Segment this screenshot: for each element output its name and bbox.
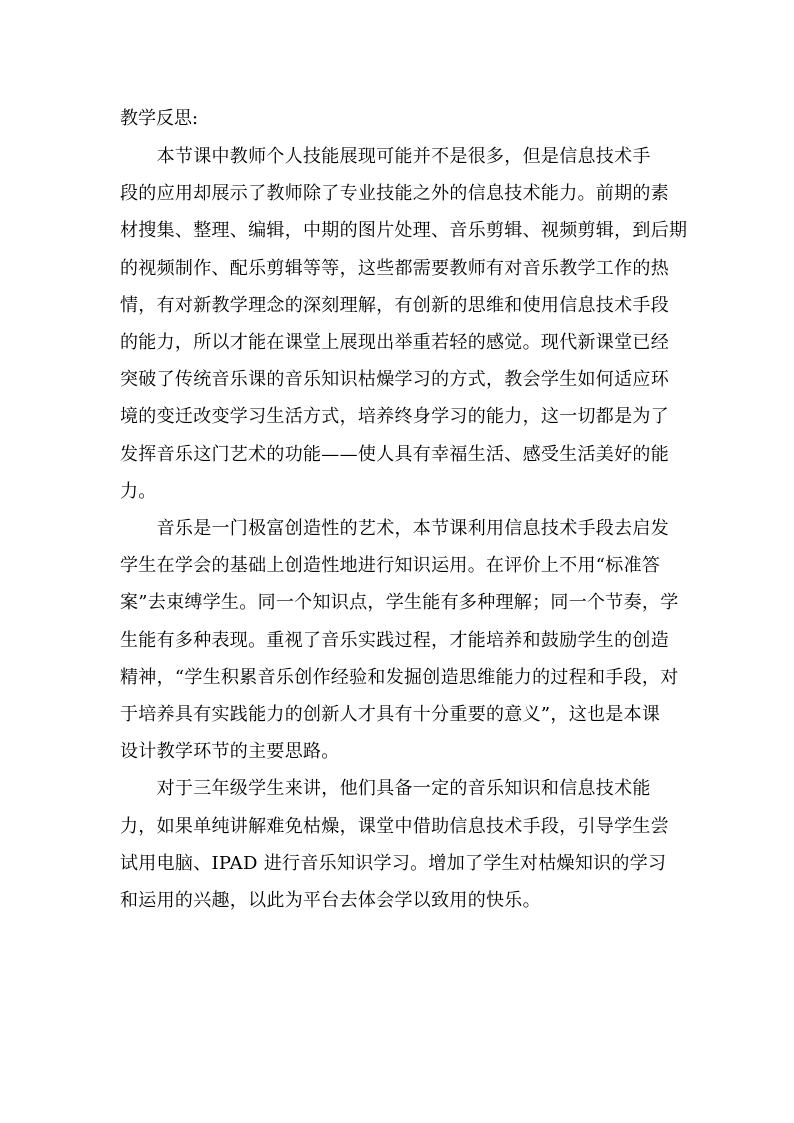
text-line: 生能有多种表现。重视了音乐实践过程，才能培养和鼓励学生的创造	[120, 629, 669, 651]
text-line: 情，有对新教学理念的深刻理解，有创新的思维和使用信息技术手段	[120, 294, 669, 316]
text-line: 力。	[120, 480, 157, 502]
text-line: 设计教学环节的主要思路。	[120, 741, 340, 763]
text-line: 段的应用却展示了教师除了专业技能之外的信息技术能力。前期的素	[120, 183, 669, 205]
text-line: 案”去束缚学生。同一个知识点，学生能有多种理解；同一个节奏，学	[120, 592, 679, 614]
text-line: 力，如果单纯讲解难免枯燥，课堂中借助信息技术手段，引导学生尝	[120, 815, 669, 837]
text-line: 境的变迁改变学习生活方式，培养终身学习的能力，这一切都是为了	[120, 406, 669, 428]
text-line: 对于三年级学生来讲，他们具备一定的音乐知识和信息技术能	[120, 778, 651, 800]
paragraph-3	[120, 770, 676, 919]
section-heading: 教学反思:	[120, 108, 199, 129]
text-line: 发挥音乐这门艺术的功能——使人具有幸福生活、感受生活美好的能	[120, 443, 669, 465]
text-line: 本节课中教师个人技能展现可能并不是很多，但是信息技术手	[120, 146, 651, 167]
text-line: 的能力，所以才能在课堂上展现出举重若轻的感觉。现代新课堂已经	[120, 332, 669, 354]
text-line: 和运用的兴趣，以此为平台去体会学以致用的快乐。	[120, 890, 541, 912]
text-line: 精神，“学生积累音乐创作经验和发掘创造思维能力的过程和手段，对	[120, 666, 679, 688]
text-line: 试用电脑、IPAD 进行音乐知识学习。增加了学生对枯燥知识的学习	[120, 852, 667, 874]
paragraph-1	[120, 138, 688, 510]
text-line: 材搜集、整理、编辑，中期的图片处理、音乐剪辑、视频剪辑，到后期	[120, 220, 688, 242]
text-line: 的视频制作、配乐剪辑等等，这些都需要教师有对音乐教学工作的热	[120, 257, 669, 279]
paragraph-2	[120, 510, 679, 770]
document-body	[120, 101, 688, 919]
text-line: 学生在学会的基础上创造性地进行知识运用。在评价上不用“标准答	[120, 555, 661, 577]
text-line: 突破了传统音乐课的音乐知识枯燥学习的方式，教会学生如何适应环	[120, 369, 669, 391]
text-line: 音乐是一门极富创造性的艺术，本节课利用信息技术手段去启发	[120, 518, 669, 540]
text-line: 于培养具有实践能力的创新人才具有十分重要的意义”，这也是本课	[120, 704, 661, 726]
